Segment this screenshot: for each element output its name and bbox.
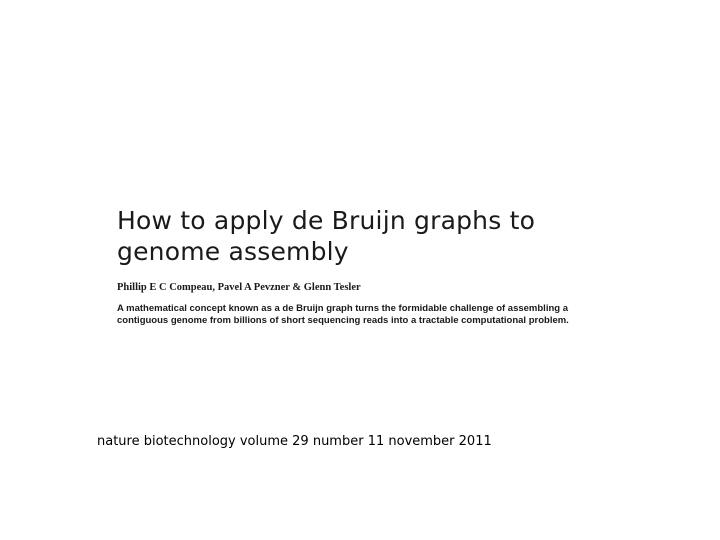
paper-authors: Phillip E C Compeau, Pavel A Pevzner & Glenn Tesler [117, 282, 361, 293]
paper-abstract: A mathematical concept known as a de Bruijn graph turns the formidable challenge of assembling a contiguous genome from billions of short sequencing reads into a tractable computational problem. [117, 303, 569, 326]
paper-title: How to apply de Bruijn graphs to genome assembly [117, 206, 536, 266]
paper-header [117, 205, 637, 327]
journal-citation: nature biotechnology volume 29 number 11 november 2011 [97, 434, 492, 449]
